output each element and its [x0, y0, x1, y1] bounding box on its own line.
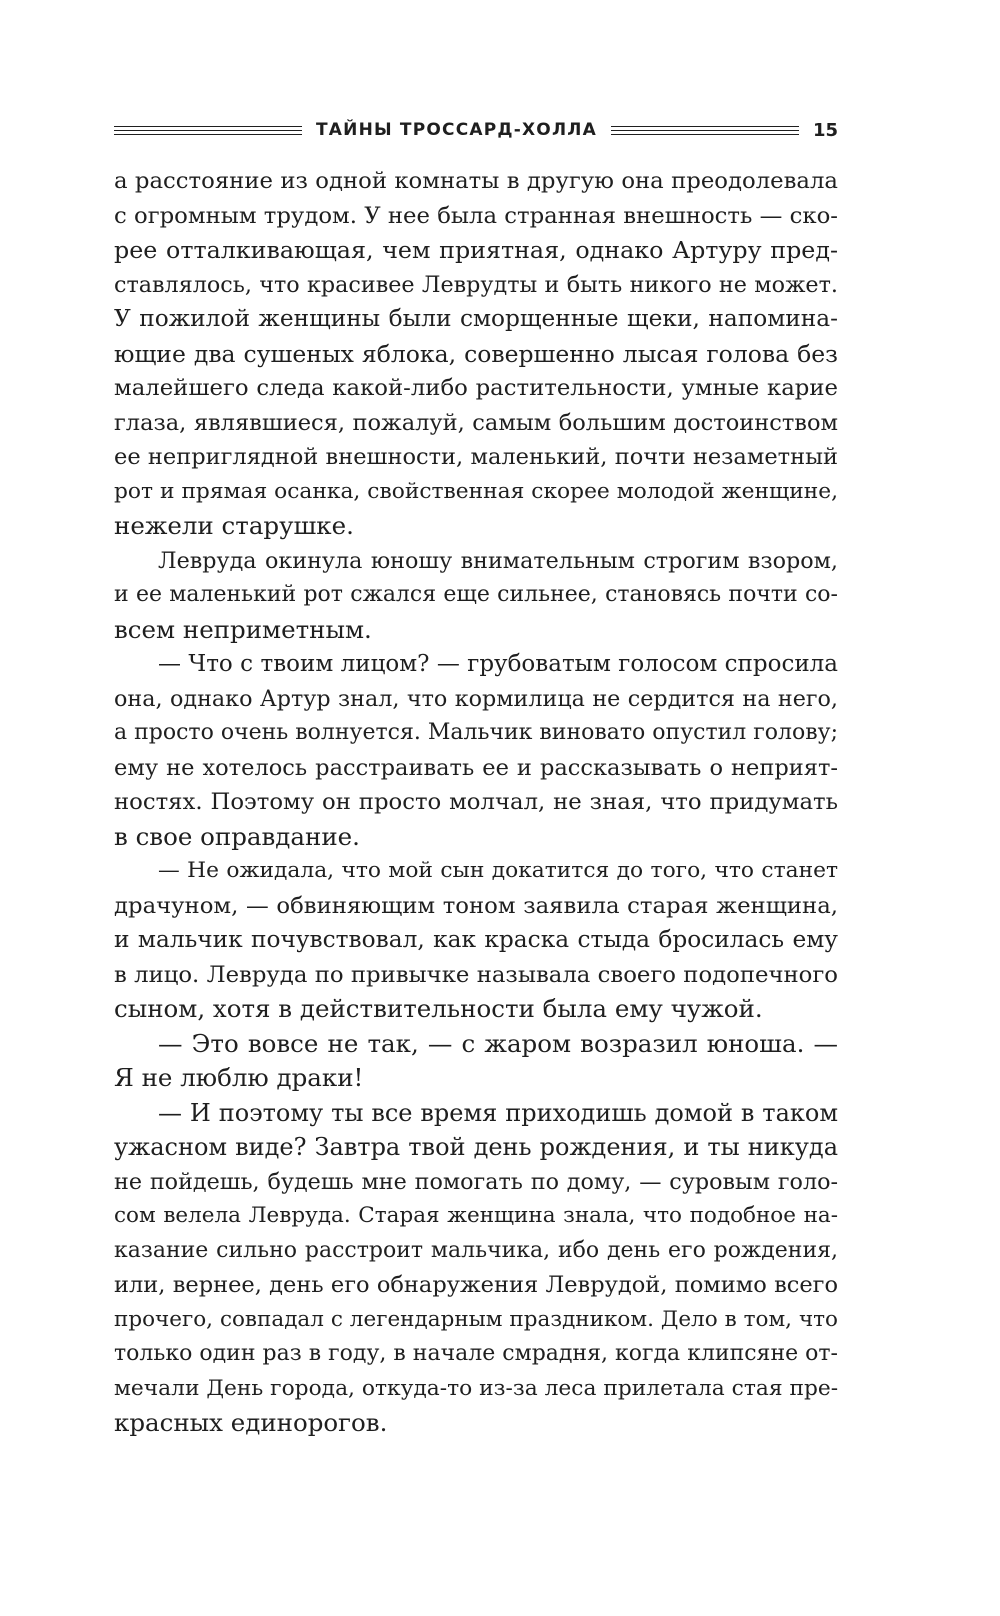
text-line: с огромным трудом. У нее была странная внешность — ско- — [114, 202, 838, 229]
header-rule-left — [114, 126, 302, 135]
text-line: рот и прямая осанка, свойственная скорее молодой женщине, — [114, 478, 838, 504]
text-line: Я не люблю драки! — [114, 1063, 364, 1092]
text-line: всем неприметным. — [114, 614, 372, 644]
text-line: глаза, являвшиеся, пожалуй, самым большим достоинством — [114, 409, 838, 436]
text-line: а просто очень волнуется. Мальчик виновато опустил голову; — [114, 720, 838, 745]
text-line: или, вернее, день его обнаружения Леврудой, помимо всего — [114, 1272, 838, 1298]
text-line: сом велела Левруда. Старая женщина знала, что подобное на- — [114, 1203, 838, 1228]
text-line: рее отталкивающая, чем приятная, однако Артуру пред- — [114, 236, 838, 264]
text-line: красных единорогов. — [114, 1408, 388, 1437]
text-line: ющие два сушеных яблока, совершенно лысая голова без — [114, 339, 838, 368]
text-line: в свое оправдание. — [114, 821, 360, 851]
text-line: и ее маленький рот сжался еще сильнее, становясь почти со- — [114, 582, 838, 607]
running-header — [114, 116, 838, 144]
text-line: ужасном виде? Завтра твой день рождения, и ты никуда — [114, 1133, 838, 1161]
text-line: ностях. Поэтому он просто молчал, не зная, что придумать — [114, 789, 838, 815]
text-line: казание сильно расстроит мальчика, ибо день его рождения, — [114, 1237, 838, 1263]
text-line: — Что с твоим лицом? — грубоватым голосом спросила — [158, 651, 838, 677]
text-line: ставлялось, что красивее Леврудты и быть никого не может. — [114, 271, 838, 298]
body-text — [114, 164, 838, 1441]
running-title: ТАЙНЫ ТРОССАРД-ХОЛЛА — [315, 120, 597, 140]
text-line: прочего, совпадал с легендарным праздником. Дело в том, что — [114, 1306, 838, 1332]
text-line: ему не хотелось расстраивать ее и рассказывать о неприят- — [114, 754, 838, 781]
text-line: мечали День города, откуда-то из-за леса прилетала стая пре- — [114, 1375, 839, 1401]
text-line: драчуном, — обвиняющим тоном заявила старая женщина, — [114, 892, 838, 919]
text-line: и мальчик почувствовал, как краска стыда бросилась ему — [114, 926, 838, 953]
page-number: 15 — [812, 119, 838, 141]
text-line: а расстояние из одной комнаты в другую она преодолевала — [114, 168, 838, 194]
text-line: ее неприглядной внешности, маленький, почти незаметный — [114, 444, 838, 470]
text-line: сыном, хотя в действительности была ему чужой. — [114, 994, 763, 1023]
text-line: только один раз в году, в начале смрадня, когда клипсяне от- — [114, 1341, 838, 1366]
text-line: малейшего следа какой-либо растительности, умные карие — [114, 375, 838, 401]
header-rule-right — [611, 126, 799, 135]
text-line: — Не ожидала, что мой сын докатится до того, что станет — [158, 858, 838, 883]
text-line: Левруда окинула юношу внимательным строгим взором, — [158, 547, 838, 574]
text-line: — И поэтому ты все время приходишь домой в таком — [158, 1098, 838, 1127]
text-line: нежели старушке. — [114, 511, 354, 540]
text-line: У пожилой женщины были сморщенные щеки, напомина- — [114, 305, 838, 332]
text-line: она, однако Артур знал, что кормилица не сердится на него, — [114, 685, 838, 712]
text-line: в лицо. Левруда по привычке называла своего подопечного — [114, 961, 838, 988]
book-page — [114, 0, 838, 1616]
text-line: — Это вовсе не так, — с жаром возразил юноша. — — [158, 1028, 838, 1058]
text-line: не пойдешь, будешь мне помогать по дому, — суровым голо- — [114, 1168, 838, 1195]
